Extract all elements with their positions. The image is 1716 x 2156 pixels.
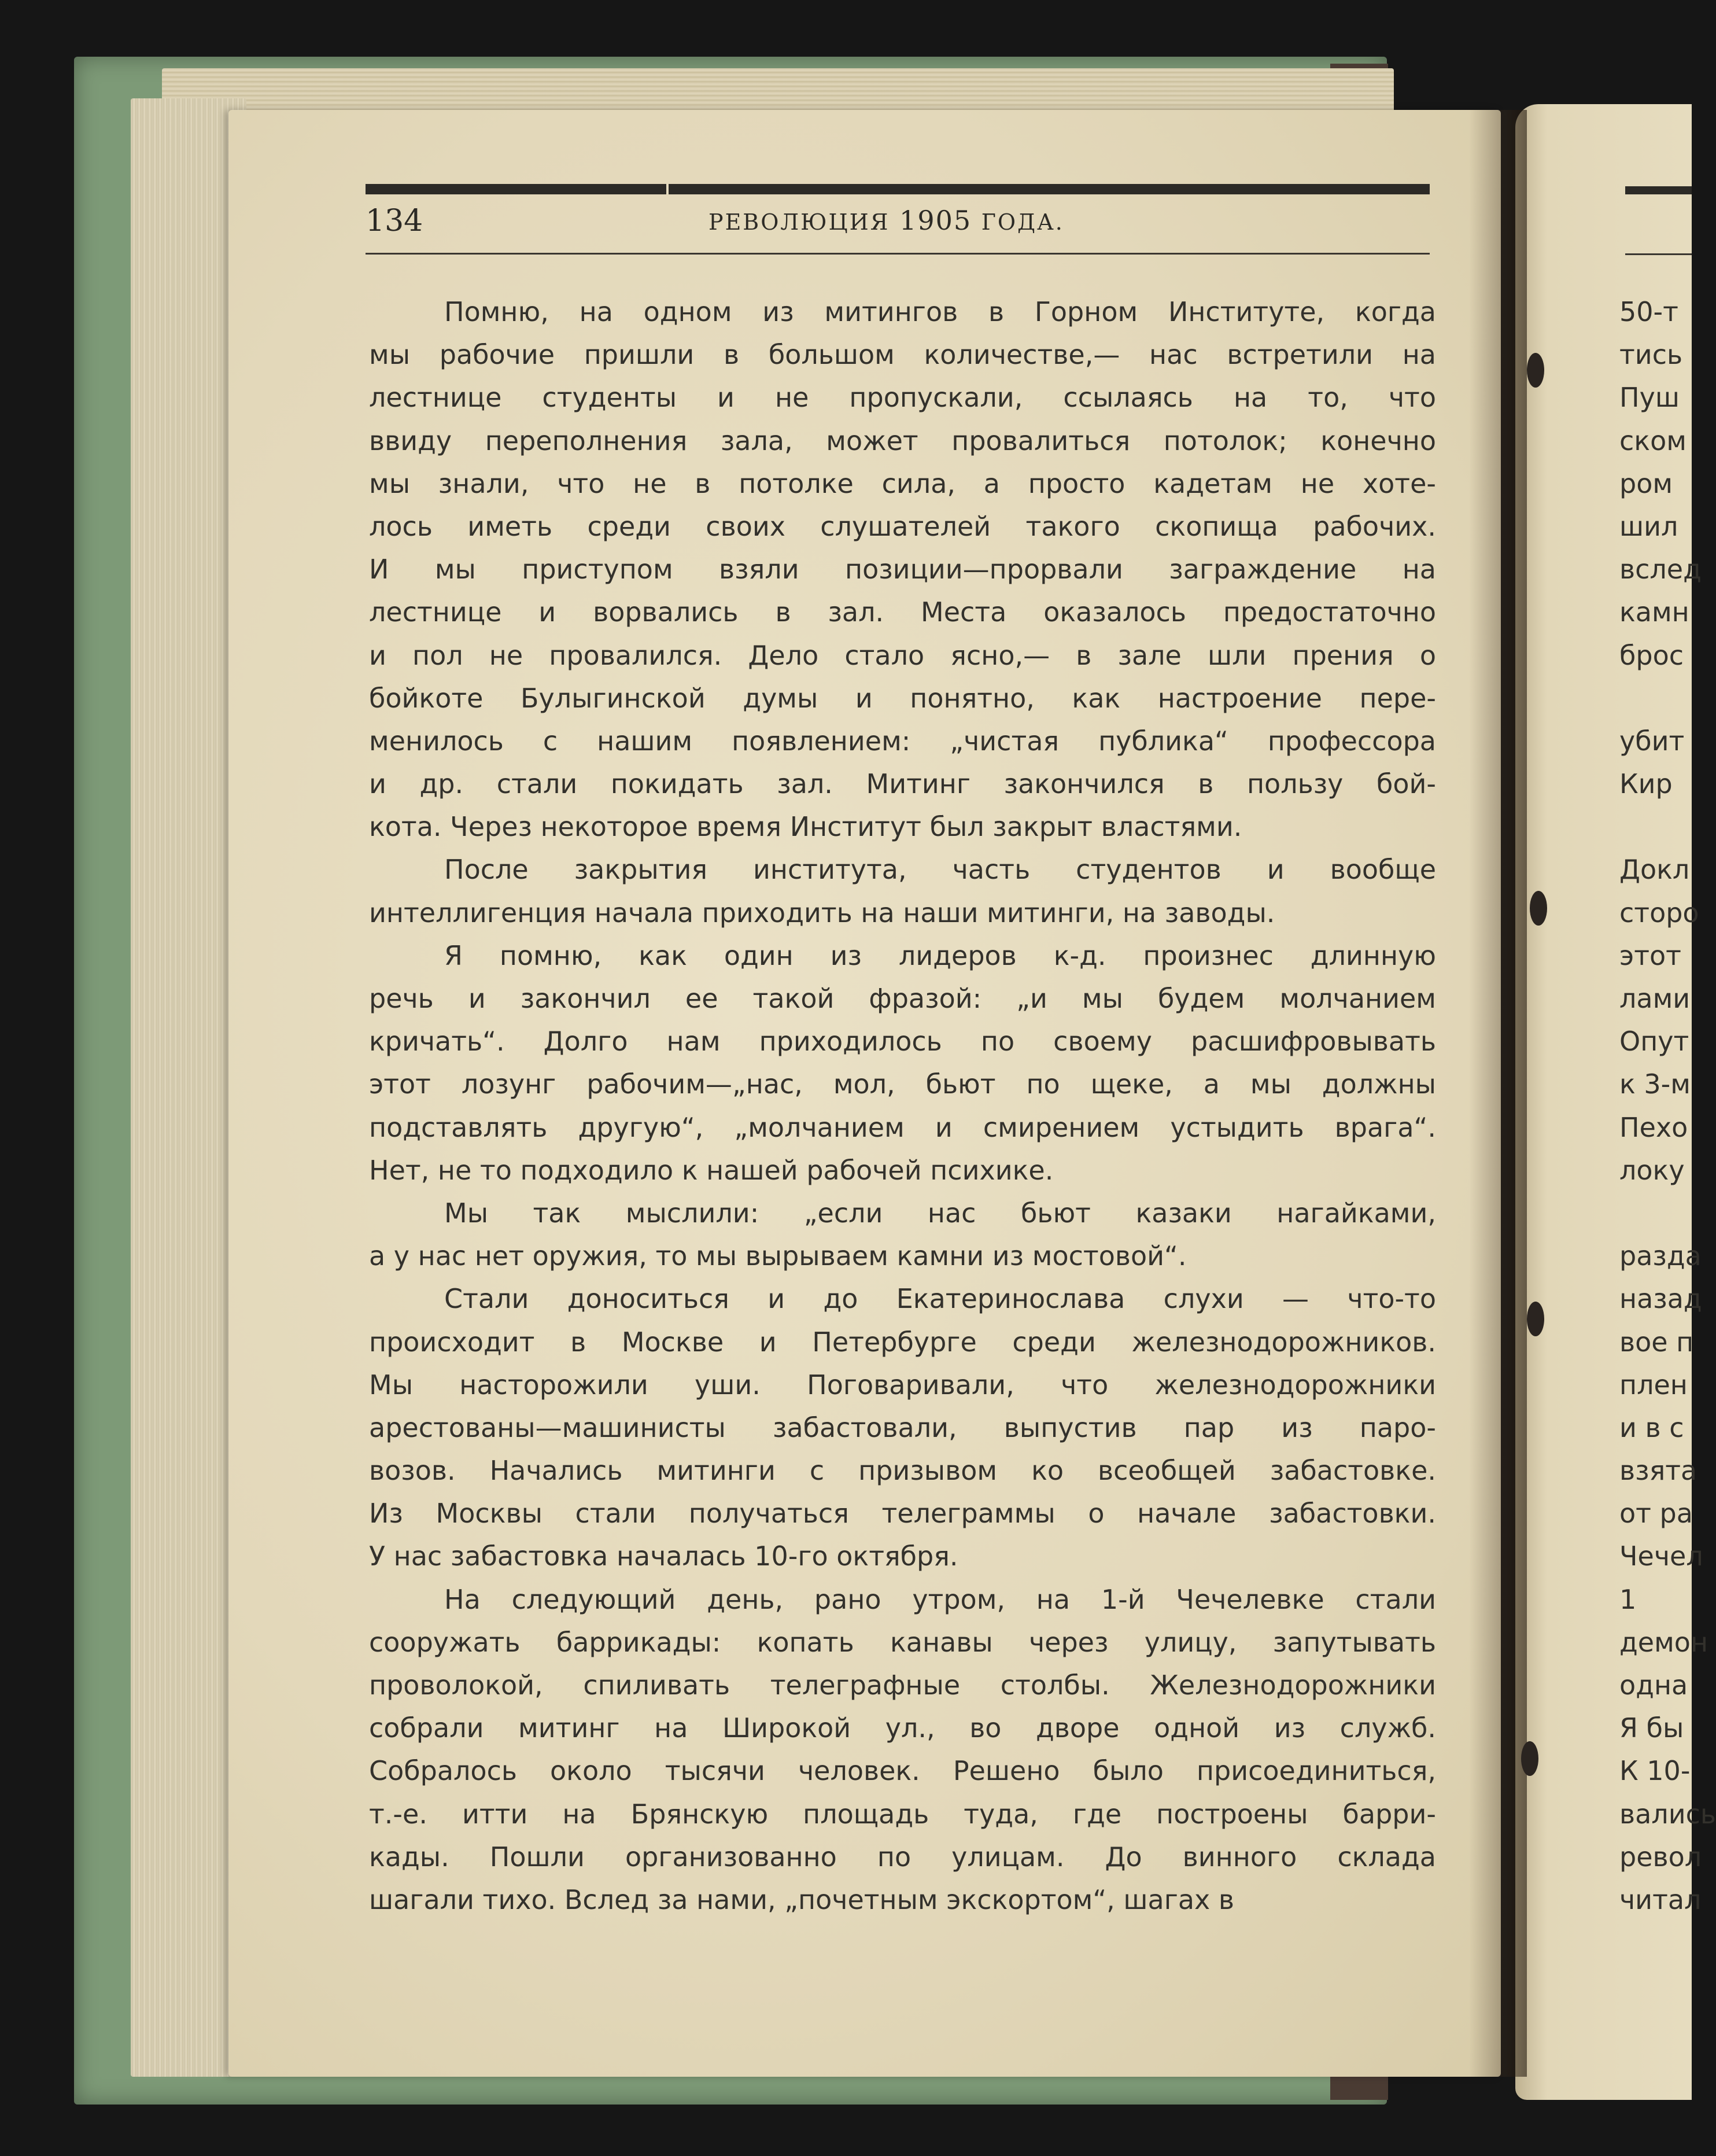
right-text-line: этот: [1619, 939, 1681, 971]
text-line: собрали митинг на Широкой ул., во дворе одной из служб.: [369, 1712, 1436, 1744]
right-text-line: демон: [1619, 1626, 1708, 1658]
binding-hole: [1527, 1302, 1544, 1336]
text-line: и др. стали покидать зал. Митинг закончился в пользу бой-: [369, 768, 1436, 800]
text-line: У нас забастовка началась 10-го октября.: [369, 1540, 958, 1572]
text-line: Из Москвы стали получаться телеграммы о начале забастовки.: [369, 1498, 1436, 1530]
right-text-line: к 3-м: [1619, 1068, 1691, 1100]
header-thin-rule: [366, 253, 1430, 255]
page-edges-top: [162, 68, 1394, 115]
text-line: мы знали, что не в потолке сила, а просто кадетам не хоте-: [369, 467, 1436, 499]
right-text-line: 50-т: [1619, 296, 1678, 327]
right-text-line: револ: [1619, 1841, 1702, 1873]
right-text-line: вое п: [1619, 1326, 1694, 1358]
running-head-end: ГОДА.: [981, 209, 1064, 235]
right-header-rule: [1625, 186, 1692, 194]
body-text: [369, 290, 1436, 1921]
text-line: Мы насторожили уши. Поговаривали, что железнодорожники: [369, 1369, 1436, 1401]
text-line: Помню, на одном из митингов в Горном Институте, когда: [444, 296, 1436, 327]
text-line: лестнице и ворвались в зал. Места оказалось предостаточно: [369, 596, 1436, 628]
book-gutter: [1469, 110, 1527, 2077]
text-line: Стали доноситься и до Екатеринослава слухи — что-то: [444, 1283, 1436, 1315]
right-text-line: Докл: [1619, 854, 1690, 886]
right-text-line: вслед: [1619, 554, 1702, 585]
right-text-line: Пехо: [1619, 1111, 1688, 1143]
right-text-line: Пуш: [1619, 382, 1680, 414]
right-text-line: разда: [1619, 1240, 1702, 1272]
right-text-line: от ра: [1619, 1498, 1693, 1530]
right-page-text: [1619, 290, 1716, 1921]
right-text-line: тись: [1619, 339, 1683, 371]
running-head-word: РЕВОЛЮЦИЯ: [708, 209, 890, 235]
text-line: шагали тихо. Вслед за нами, „почетным экскортом“, шагах в: [369, 1884, 1235, 1915]
right-text-line: Опут: [1619, 1026, 1689, 1057]
right-text-line: камн: [1619, 596, 1689, 628]
text-line: происходит в Москве и Петербурге среди железнодорожников.: [369, 1326, 1436, 1358]
page-number: 134: [366, 204, 423, 238]
text-line: И мы приступом взяли позиции—прорвали заграждение на: [369, 554, 1436, 585]
text-line: арестованы—машинисты забастовали, выпустив пар из паро-: [369, 1411, 1436, 1443]
text-line: ввиду переполнения зала, может провалиться потолок; конечно: [369, 425, 1436, 456]
right-text-line: одна: [1619, 1669, 1688, 1701]
right-text-line: убит: [1619, 725, 1685, 757]
running-head-year: 1905: [899, 205, 972, 236]
right-text-line: плен: [1619, 1369, 1688, 1401]
text-line: возов. Начались митинги с призывом ко всеобщей забастовке.: [369, 1455, 1436, 1487]
right-text-line: лами: [1619, 983, 1691, 1014]
text-line: интеллигенция начала приходить на наши митинги, на заводы.: [369, 897, 1275, 928]
right-text-line: ром: [1619, 467, 1673, 499]
right-text-line: [1619, 1192, 1692, 1234]
text-line: речь и закончил ее такой фразой: „и мы будем молчанием: [369, 983, 1436, 1014]
text-line: кады. Пошли организованно по улицам. До винного склада: [369, 1841, 1436, 1873]
text-line: кричать“. Долго нам приходилось по своему расшифровывать: [369, 1026, 1436, 1057]
right-text-line: брос: [1619, 639, 1684, 671]
text-line: На следующий день, рано утром, на 1-й Чечелевке стали: [444, 1583, 1436, 1615]
right-text-line: ском: [1619, 425, 1687, 456]
text-line: сооружать баррикады: копать канавы через улицу, запутывать: [369, 1626, 1436, 1658]
text-line: а у нас нет оружия, то мы вырываем камни из мостовой“.: [369, 1240, 1187, 1272]
right-text-line: локу: [1619, 1154, 1685, 1186]
text-line: подставлять другую“, „молчанием и смирением устыдить врага“.: [369, 1111, 1436, 1143]
text-line: этот лозунг рабочим—„нас, мол, бьют по щеке, а мы должны: [369, 1068, 1436, 1100]
binding-hole: [1521, 1741, 1538, 1776]
right-text-line: Кир: [1619, 768, 1673, 800]
text-line: мы рабочие пришли в большом количестве,— нас встретили на: [369, 339, 1436, 371]
text-line: Нет, не то подходило к нашей рабочей психике.: [369, 1154, 1054, 1186]
right-text-line: К 10-: [1619, 1755, 1691, 1787]
text-line: После закрытия института, часть студентов и вообще: [444, 854, 1436, 886]
right-header-thin-rule: [1625, 253, 1692, 255]
text-line: т.-е. итти на Брянскую площадь туда, где построены барри-: [369, 1798, 1436, 1830]
right-text-line: вались: [1619, 1798, 1716, 1830]
text-line: лестнице студенты и не пропускали, ссылаясь на то, что: [369, 382, 1436, 414]
text-line: Я помню, как один из лидеров к-д. произнес длинную: [444, 939, 1436, 971]
text-line: проволокой, спиливать телеграфные столбы. Железнодорожники: [369, 1669, 1436, 1701]
text-line: менилось с нашим появлением: „чистая публика“ профессора: [369, 725, 1436, 757]
right-text-line: Чечел: [1619, 1540, 1703, 1572]
right-text-line: Я бы: [1619, 1712, 1684, 1744]
text-line: Мы так мыслили: „если нас бьют казаки нагайками,: [444, 1197, 1436, 1229]
running-head: [708, 207, 1064, 234]
text-line: Собралось около тысячи человек. Решено было присоединиться,: [369, 1755, 1436, 1787]
binding-hole: [1527, 353, 1544, 388]
right-text-line: и в с: [1619, 1411, 1684, 1443]
right-text-line: 1: [1619, 1583, 1637, 1615]
binding-hole: [1530, 891, 1547, 926]
right-text-line: назад: [1619, 1283, 1702, 1315]
text-line: и пол не провалился. Дело стало ясно,— в зале шли прения о: [369, 639, 1436, 671]
right-text-line: сторо: [1619, 897, 1699, 928]
text-line: кота. Через некоторое время Институт был закрыт властями.: [369, 811, 1242, 843]
header-rule: [366, 184, 1430, 194]
text-line: бойкоте Булыгинской думы и понятно, как настроение пере-: [369, 682, 1436, 714]
right-text-line: взята: [1619, 1455, 1697, 1487]
right-text-line: читал: [1619, 1884, 1702, 1915]
text-line: лось иметь среди своих слушателей такого скопища рабочих.: [369, 510, 1436, 542]
right-text-line: [1619, 805, 1692, 848]
right-text-line: [1619, 677, 1692, 720]
right-text-line: шил: [1619, 510, 1678, 542]
